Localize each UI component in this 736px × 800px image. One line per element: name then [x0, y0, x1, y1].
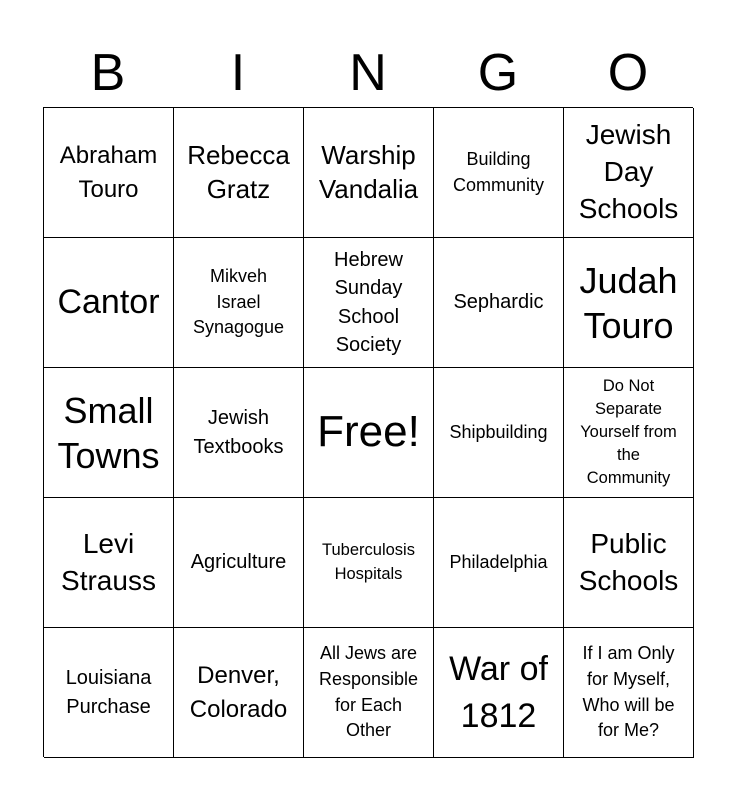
cell-label: Warship Vandalia [318, 139, 419, 204]
bingo-cell-hebrew-sunday-school-society[interactable] [304, 238, 434, 368]
header-letter-g: G [477, 44, 519, 102]
header-letter-n: N [349, 44, 387, 102]
cell-label: Sephardic [453, 291, 544, 314]
cell-label: Jewish Textbooks [193, 407, 284, 458]
cell-label: Free! [317, 407, 420, 457]
cell-label: Public Schools [578, 527, 679, 596]
bingo-cell-war-of-1812[interactable] [434, 628, 564, 758]
cell-label: All Jews are Responsible for Each Other [318, 643, 419, 741]
cell-label: Louisiana Purchase [65, 667, 152, 718]
cell-label: Agriculture [190, 551, 287, 574]
bingo-cell-building-community[interactable] [434, 108, 564, 238]
cell-label: Hebrew Sunday School Society [334, 248, 403, 356]
cell-label: Cantor [57, 283, 160, 322]
cell-label: Levi Strauss [61, 527, 156, 596]
bingo-cell-sephardic[interactable] [434, 238, 564, 368]
cell-label: Judah Touro [579, 259, 678, 346]
cell-label: Building Community [452, 148, 545, 195]
bingo-cell-small-towns[interactable] [44, 368, 174, 498]
bingo-board [43, 107, 693, 757]
bingo-cell-mikveh-israel-synagogue[interactable] [174, 238, 304, 368]
bingo-cell-if-i-am-only-for-myself[interactable] [564, 628, 694, 758]
bingo-cell-jewish-textbooks[interactable] [174, 368, 304, 498]
bingo-cell-warship-vandalia[interactable] [304, 108, 434, 238]
bingo-cell-philadelphia[interactable] [434, 498, 564, 628]
bingo-cell-shipbuilding[interactable] [434, 368, 564, 498]
bingo-cell-louisiana-purchase[interactable] [44, 628, 174, 758]
bingo-cell-judah-touro[interactable] [564, 238, 694, 368]
bingo-cell-free-space[interactable] [304, 368, 434, 498]
bingo-cell-abraham-touro[interactable] [44, 108, 174, 238]
cell-label: War of 1812 [449, 650, 548, 735]
bingo-cell-agriculture[interactable] [174, 498, 304, 628]
cell-label: Jewish Day Schools [578, 119, 679, 224]
header-letter-i: I [230, 44, 246, 102]
bingo-cell-public-schools[interactable] [564, 498, 694, 628]
cell-label: Small Towns [57, 389, 160, 476]
cell-label: If I am Only for Myself, Who will be for Me? [582, 643, 675, 741]
cell-label: Mikveh Israel Synagogue [192, 266, 285, 338]
bingo-cell-all-jews-responsible[interactable] [304, 628, 434, 758]
bingo-cell-cantor[interactable] [44, 238, 174, 368]
bingo-cell-levi-strauss[interactable] [44, 498, 174, 628]
cell-label: Abraham Touro [59, 142, 158, 203]
cell-label: Do Not Separate Yourself from the Community [580, 376, 677, 488]
cell-label: Denver, Colorado [189, 662, 288, 723]
bingo-header [43, 40, 693, 106]
bingo-cell-rebecca-gratz[interactable] [174, 108, 304, 238]
bingo-cell-denver-colorado[interactable] [174, 628, 304, 758]
header-letter-b: B [90, 44, 126, 102]
cell-label: Tuberculosis Hospitals [322, 541, 415, 583]
bingo-cell-tuberculosis-hospitals[interactable] [304, 498, 434, 628]
cell-label: Rebecca Gratz [187, 139, 290, 204]
cell-label: Shipbuilding [449, 421, 548, 442]
header-letter-o: O [607, 44, 649, 102]
bingo-cell-do-not-separate[interactable] [564, 368, 694, 498]
bingo-cell-jewish-day-schools[interactable] [564, 108, 694, 238]
cell-label: Philadelphia [449, 551, 548, 572]
